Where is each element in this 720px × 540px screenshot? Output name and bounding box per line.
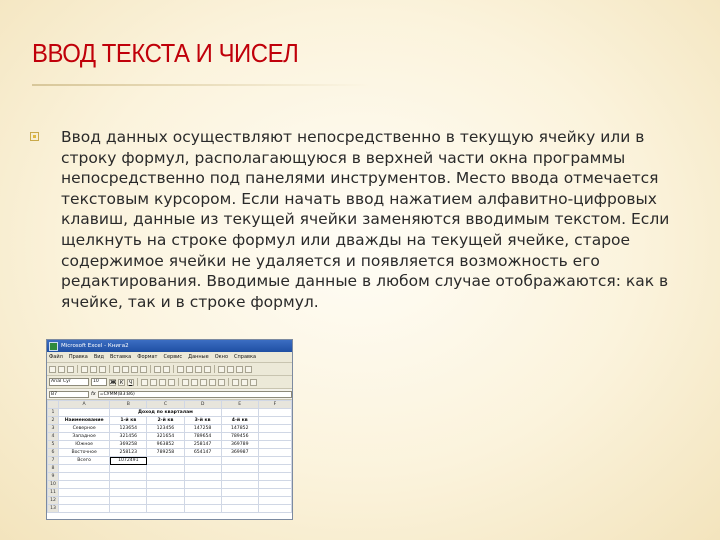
currency-icon[interactable] — [182, 379, 189, 386]
cell[interactable]: Наименование — [59, 417, 110, 425]
cell[interactable] — [221, 489, 258, 497]
cell[interactable]: 147258 — [184, 425, 221, 433]
cell[interactable] — [258, 489, 291, 497]
cell[interactable] — [184, 481, 221, 489]
row-header[interactable]: 12 — [48, 497, 59, 505]
cell[interactable] — [59, 497, 110, 505]
cell[interactable] — [258, 433, 291, 441]
row-header[interactable]: 1 — [48, 409, 59, 417]
cell[interactable]: 123654 — [110, 425, 147, 433]
cell[interactable]: 369258 — [110, 441, 147, 449]
cell[interactable] — [59, 489, 110, 497]
cell[interactable] — [147, 481, 184, 489]
cell[interactable]: 258147 — [184, 441, 221, 449]
cell[interactable] — [59, 473, 110, 481]
table-row — [48, 481, 292, 489]
cell[interactable] — [184, 465, 221, 473]
cell[interactable]: 123456 — [147, 425, 184, 433]
excel-formula-bar — [47, 389, 292, 400]
format-painter-icon[interactable] — [140, 366, 147, 373]
cell[interactable] — [221, 497, 258, 505]
cell[interactable] — [147, 489, 184, 497]
cell[interactable] — [184, 473, 221, 481]
cell[interactable]: 321654 — [147, 433, 184, 441]
cell[interactable]: 369987 — [221, 449, 258, 457]
excel-grid — [47, 400, 292, 513]
cell[interactable] — [147, 457, 184, 465]
excel-screenshot — [46, 339, 293, 520]
cell[interactable]: 258123 — [110, 449, 147, 457]
row-header[interactable]: 2 — [48, 417, 59, 425]
column-header[interactable]: E — [221, 401, 258, 409]
cell[interactable] — [221, 505, 258, 513]
cell[interactable]: Доход по кварталам — [110, 409, 221, 417]
menu-item[interactable]: Вид — [93, 354, 104, 360]
cell[interactable] — [110, 465, 147, 473]
cell[interactable]: 1072491 — [110, 457, 147, 465]
table-row — [48, 417, 292, 425]
menu-item[interactable]: Файл — [49, 354, 63, 360]
cell[interactable] — [258, 497, 291, 505]
table-row — [48, 505, 292, 513]
row-header[interactable]: 7 — [48, 457, 59, 465]
table-row — [48, 497, 292, 505]
font-color-icon[interactable] — [250, 379, 257, 386]
cell[interactable] — [110, 505, 147, 513]
cell[interactable]: Восточное — [59, 449, 110, 457]
cell[interactable]: 4-й кв — [221, 417, 258, 425]
cell[interactable] — [59, 409, 110, 417]
cell[interactable] — [147, 465, 184, 473]
cell[interactable] — [59, 465, 110, 473]
column-header[interactable]: C — [147, 401, 184, 409]
undo-icon[interactable] — [154, 366, 161, 373]
slide-title: ВВОД ТЕКСТА И ЧИСЕЛ — [32, 38, 299, 68]
toolbar-separator — [173, 365, 174, 373]
toolbar-separator — [214, 365, 215, 373]
formula-input[interactable]: =СУММ(B3:B6) — [98, 391, 292, 398]
align-left-icon[interactable] — [141, 379, 148, 386]
align-center-icon[interactable] — [150, 379, 157, 386]
cell[interactable] — [184, 497, 221, 505]
cell[interactable] — [258, 465, 291, 473]
select-all-corner[interactable] — [48, 401, 59, 409]
cell[interactable] — [258, 449, 291, 457]
toolbar-separator — [137, 378, 138, 386]
excel-menubar — [47, 352, 292, 363]
cell[interactable]: 654147 — [184, 449, 221, 457]
body-text: Ввод данных осуществляют непосредственно в текущую ячейку или в строку формул, располагающуюся в верхней части окна программы непосредственно под панелями инструментов. Место ввода отмечается текстовым курсором. Если начать ввод нажатием алфавитно-цифровых клавиш, данные из текущей ячейки заменяются вводимым текстом. Если щелкнуть на строке формул или дважды на текущей ячейке, старое содержимое ячейки не удаляется и появляется возможность его редактирования. Вводимые данные в любом случае отображаются: как в ячейке, так и в строке формул. — [61, 128, 670, 311]
column-header[interactable]: A — [59, 401, 110, 409]
autosum-icon[interactable] — [177, 366, 184, 373]
table-row — [48, 433, 292, 441]
toolbar-separator — [228, 378, 229, 386]
decrease-decimal-icon[interactable] — [218, 379, 225, 386]
cell[interactable]: 369789 — [221, 441, 258, 449]
table-row — [48, 473, 292, 481]
toolbar-separator — [109, 365, 110, 373]
redo-icon[interactable] — [163, 366, 170, 373]
excel-standard-toolbar — [47, 363, 292, 376]
row-header[interactable]: 9 — [48, 473, 59, 481]
cell[interactable]: 789654 — [184, 433, 221, 441]
cell[interactable] — [258, 473, 291, 481]
row-header[interactable]: 5 — [48, 441, 59, 449]
cell[interactable] — [221, 409, 258, 417]
cell[interactable]: 963852 — [147, 441, 184, 449]
save-icon[interactable] — [67, 366, 74, 373]
cell[interactable] — [59, 481, 110, 489]
row-header[interactable]: 11 — [48, 489, 59, 497]
comma-icon[interactable] — [200, 379, 207, 386]
cell[interactable]: 321456 — [110, 433, 147, 441]
column-header[interactable]: B — [110, 401, 147, 409]
cell[interactable] — [110, 473, 147, 481]
column-header[interactable]: F — [258, 401, 291, 409]
menu-item[interactable]: Сервис — [163, 354, 183, 360]
new-icon[interactable] — [49, 366, 56, 373]
font-name-select[interactable]: Arial Cyr — [49, 378, 89, 386]
bullet-icon — [30, 132, 39, 141]
function-icon[interactable] — [186, 366, 193, 373]
menu-item[interactable]: Окно — [214, 354, 229, 360]
name-box[interactable]: B7 — [49, 391, 89, 398]
cell[interactable]: 789456 — [221, 433, 258, 441]
cell[interactable] — [147, 473, 184, 481]
cell[interactable] — [258, 481, 291, 489]
cell[interactable] — [147, 505, 184, 513]
cell[interactable] — [258, 457, 291, 465]
cell[interactable] — [258, 409, 291, 417]
excel-window-title: Microsoft Excel - Книга2 — [61, 343, 129, 349]
italic-button[interactable]: К — [119, 379, 124, 386]
cell[interactable] — [221, 473, 258, 481]
table-row — [48, 441, 292, 449]
table-row — [48, 489, 292, 497]
cell[interactable] — [258, 417, 291, 425]
title-divider — [32, 84, 372, 86]
cell[interactable] — [59, 505, 110, 513]
preview-icon[interactable] — [90, 366, 97, 373]
zoom-icon[interactable] — [236, 366, 243, 373]
row-header[interactable]: 13 — [48, 505, 59, 513]
cell[interactable]: 789258 — [147, 449, 184, 457]
font-size-select[interactable]: 10 — [91, 378, 107, 386]
cell[interactable] — [147, 497, 184, 505]
cell[interactable] — [258, 505, 291, 513]
cell[interactable]: 147852 — [221, 425, 258, 433]
cell[interactable] — [221, 457, 258, 465]
sort-desc-icon[interactable] — [204, 366, 211, 373]
cell[interactable] — [221, 465, 258, 473]
spelling-icon[interactable] — [99, 366, 106, 373]
cell[interactable] — [184, 489, 221, 497]
toolbar-separator — [178, 378, 179, 386]
cut-icon[interactable] — [113, 366, 120, 373]
fill-color-icon[interactable] — [241, 379, 248, 386]
menu-item[interactable]: Правка — [68, 354, 88, 360]
cell[interactable] — [258, 441, 291, 449]
row-header[interactable]: 6 — [48, 449, 59, 457]
cell[interactable] — [221, 481, 258, 489]
bullet-item — [30, 127, 690, 312]
excel-app-icon — [49, 342, 58, 351]
open-icon[interactable] — [58, 366, 65, 373]
cell[interactable] — [110, 481, 147, 489]
cell[interactable] — [110, 497, 147, 505]
row-header[interactable]: 10 — [48, 481, 59, 489]
column-header[interactable]: D — [184, 401, 221, 409]
cell[interactable]: Северное — [59, 425, 110, 433]
table-row — [48, 449, 292, 457]
paste-icon[interactable] — [131, 366, 138, 373]
table-row — [48, 425, 292, 433]
cell[interactable]: 3-й кв — [184, 417, 221, 425]
row-header[interactable]: 8 — [48, 465, 59, 473]
copy-icon[interactable] — [122, 366, 129, 373]
cell[interactable] — [184, 505, 221, 513]
cell[interactable] — [258, 425, 291, 433]
cell[interactable]: 2-й кв — [147, 417, 184, 425]
cell[interactable]: Западное — [59, 433, 110, 441]
align-right-icon[interactable] — [159, 379, 166, 386]
borders-icon[interactable] — [232, 379, 239, 386]
chart-wizard-icon[interactable] — [218, 366, 225, 373]
underline-button[interactable]: Ч — [128, 379, 133, 386]
menu-item[interactable]: Справка — [234, 354, 257, 360]
fx-icon[interactable]: fx — [91, 391, 96, 397]
excel-titlebar — [47, 340, 292, 352]
percent-icon[interactable] — [191, 379, 198, 386]
table-row — [48, 409, 292, 417]
table-row — [48, 457, 292, 465]
menu-item[interactable]: Данные — [188, 354, 209, 360]
cell[interactable] — [184, 457, 221, 465]
sort-asc-icon[interactable] — [195, 366, 202, 373]
help-icon[interactable] — [245, 366, 252, 373]
toolbar-separator — [77, 365, 78, 373]
menu-item[interactable]: Формат — [137, 354, 158, 360]
merge-center-icon[interactable] — [168, 379, 175, 386]
print-icon[interactable] — [81, 366, 88, 373]
bold-button[interactable]: Ж — [110, 379, 117, 386]
excel-formatting-toolbar — [47, 376, 292, 389]
cell[interactable] — [110, 489, 147, 497]
row-header[interactable]: 4 — [48, 433, 59, 441]
menu-item[interactable]: Вставка — [110, 354, 132, 360]
increase-decimal-icon[interactable] — [209, 379, 216, 386]
row-header[interactable]: 3 — [48, 425, 59, 433]
cell[interactable]: 1-й кв — [110, 417, 147, 425]
drawing-icon[interactable] — [227, 366, 234, 373]
table-row — [48, 465, 292, 473]
cell[interactable]: Всего — [59, 457, 110, 465]
toolbar-separator — [150, 365, 151, 373]
cell[interactable]: Южное — [59, 441, 110, 449]
